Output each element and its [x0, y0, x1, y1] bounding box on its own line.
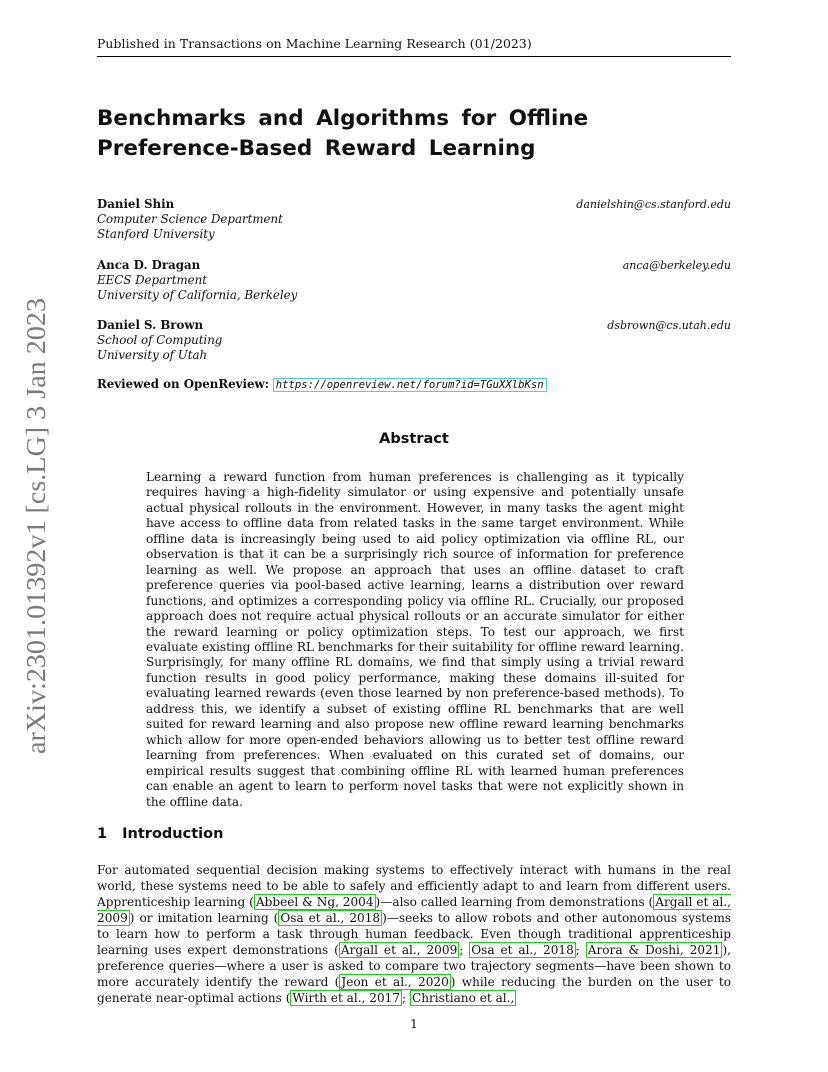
author-department: EECS Department	[97, 273, 207, 288]
author-email: anca@berkeley.edu	[622, 259, 731, 272]
author-block-2	[97, 258, 731, 304]
abstract-heading: Abstract	[379, 431, 449, 447]
abstract-text: Learning a reward function from human preferences is challenging as it typically requires having a high-fidelity simulator or using expensive and potentially unsafe actual physical rollouts in the environment. However, in many tasks the agent might have access to offline data from related tasks in the same target environment. While offline data is increasingly being used to aid policy optimization via offline RL, our observation is that it can be a surprisingly rich source of information for preference learning as well. We propose an approach that uses an offline dataset to craft preference queries via pool-based active learning, learns a distribution over reward functions, and optimizes a corresponding policy via offline RL. Crucially, our proposed approach does not require actual physical rollouts or an accurate simulator for either the reward learning or policy optimization steps. To test our approach, we first evaluate existing offline RL benchmarks for their suitability for offline reward learning. Surprisingly, for many offline RL domains, we find that simply using a trivial reward function results in good policy performance, making these domains ill-suited for evaluating learned rewards (even those learned by non preference-based methods). To address this, we identify a subset of existing offline RL benchmarks that are well suited for reward learning and also propose new offline reward learning benchmarks which allow for more open-ended behaviors allowing us to better test offline reward learning from preferences. When evaluated on this curated set of domains, our empirical results suggest that combining offline RL with learned human preferences can enable an agent to learn to perform novel tasks that were not explicitly shown in the offline data.	[146, 470, 684, 809]
author-name: Daniel Shin	[97, 197, 175, 211]
author-department: Computer Science Department	[97, 212, 283, 227]
intro-text: ), preference queries—where a user is asked to compare two trajectory segments—have been shown to more accurately identify the reward (	[97, 943, 731, 990]
intro-text: ;	[575, 943, 586, 958]
intro-text: ;	[459, 943, 470, 958]
page-number: 1	[410, 1017, 418, 1031]
openreview-link[interactable]: https://openreview.net/forum?id=TGuXXlbKsn	[273, 378, 547, 392]
author-email: dsbrown@cs.utah.edu	[607, 319, 731, 332]
paper-title: Benchmarks and Algorithms for Offline Preference-Based Reward Learning	[97, 106, 589, 161]
intro-text: ) while reducing the burden on the user to generate near-optimal actions (	[97, 975, 732, 1006]
author-institution: Stanford University	[97, 227, 215, 242]
citation-link[interactable]: Arora & Doshi, 2021	[587, 943, 721, 958]
intro-text: )—seeks to allow robots and other autonomous systems to learn how to perform a task through human feedback. Even though traditional apprenticeship learning uses expert demonstrations (	[97, 911, 731, 958]
arxiv-side-stamp	[18, 298, 54, 754]
author-email: danielshin@cs.stanford.edu	[576, 198, 731, 211]
author-name: Anca D. Dragan	[97, 258, 201, 272]
author-block-1	[97, 197, 731, 243]
intro-text: For automated sequential decision making systems to effectively interact with humans in the real world, these systems need to be able to safely and efficiently adapt to and learn from different users. Apprenticeship learning (	[97, 863, 731, 910]
citation-link[interactable]: Christiano et al.,	[411, 991, 515, 1006]
intro-text: )—also called learning from demonstrations (	[375, 895, 654, 910]
openreview-label: Reviewed on OpenReview:	[97, 377, 269, 391]
citation-link[interactable]: Wirth et al., 2017	[292, 991, 401, 1006]
arxiv-identifier: arXiv:2301.01392v1 [cs.LG] 3 Jan 2023	[21, 316, 51, 754]
author-department: School of Computing	[97, 333, 223, 348]
citation-link[interactable]: Argall et al., 2009	[340, 943, 458, 958]
section-heading	[97, 826, 223, 842]
citation-link[interactable]: Osa et al., 2018	[280, 911, 381, 926]
intro-paragraph	[97, 862, 731, 1006]
openreview-line	[97, 377, 547, 391]
citation-link[interactable]: Jeon et al., 2020	[341, 975, 449, 990]
author-institution: University of California, Berkeley	[97, 288, 298, 303]
author-name: Daniel S. Brown	[97, 318, 204, 332]
citation-link[interactable]: Osa et al., 2018	[471, 943, 574, 958]
intro-text: ;	[402, 991, 410, 1006]
intro-text: ) or imitation learning (	[129, 911, 279, 926]
section-title: Introduction	[122, 826, 224, 842]
running-head: Published in Transactions on Machine Learning Research (01/2023)	[97, 36, 731, 57]
citation-link[interactable]: Argall et al., 2009	[97, 895, 731, 926]
author-block-3	[97, 318, 731, 364]
section-number: 1	[97, 826, 108, 842]
author-institution: University of Utah	[97, 348, 208, 363]
citation-link[interactable]: Abbeel & Ng, 2004	[255, 895, 374, 910]
